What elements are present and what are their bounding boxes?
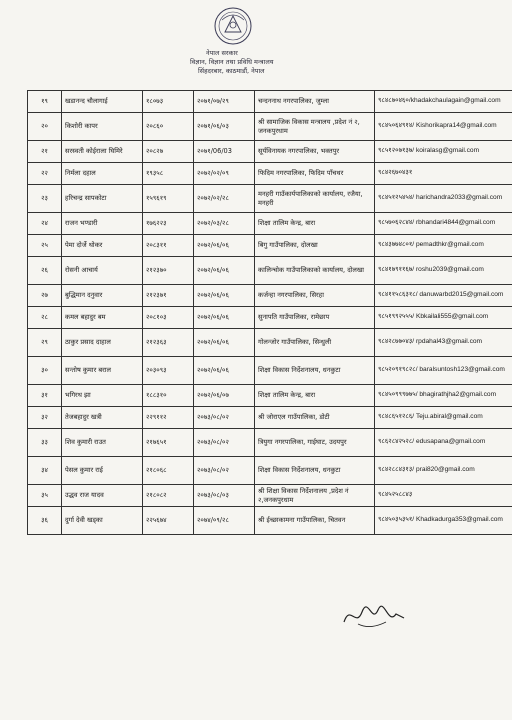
date-cell: २०७२/०६/०६ [194,357,255,385]
date-cell: २०७१/06/03 [194,141,255,163]
name-cell: हरिचन्द्र सापकोटा [62,185,143,213]
office-address-cell: श्री ईच्छाकामना गाउँपालिका, चितवन [255,507,375,535]
serial-number-cell: ३६ [28,507,62,535]
date-cell: २०७२/०२/०९ [194,163,255,185]
table-row [28,163,512,185]
office-address-cell: कालिन्चोक गाउँपालिकाको कार्यालय, दोलखा [255,257,375,285]
name-cell: उद्धव राज यादव [62,485,143,507]
seal-line-3: सिंहदरबार, काठमाडौं, नेपाल [198,67,265,75]
contact-cell: ९८४५०९९९७७५/ bhagirathjha2@gmail.com [375,385,512,407]
table-row [28,113,512,141]
contact-cell: ९८४११५८६३१८/ danuwarbd2015@gmail.com [375,285,512,307]
date-cell: २०७१/०६/०३ [194,113,255,141]
serial-number-cell: ३२ [28,407,62,429]
contact-cell: ९८५७०६२८४४/ rbhandari4844@gmail.com [375,213,512,235]
serial-number-cell: २३ [28,185,62,213]
serial-number-cell: ३४ [28,457,62,485]
office-address-cell: मनहरी गाउँकार्यपालिकाको कार्यालय, रजैया, मनहरी [255,185,375,213]
date-cell: २०७२/०६/०६ [194,235,255,257]
table-row [28,285,512,307]
table-row [28,485,512,507]
serial-number-cell: २१ [28,141,62,163]
records-table [27,90,512,535]
serial-number-cell: २० [28,113,62,141]
citizenship-number-cell: २०३०९३ [143,357,194,385]
records-body [28,91,512,535]
name-cell: बुद्धिमान दनुवार [62,285,143,307]
citizenship-number-cell: १८०७३ [143,91,194,113]
serial-number-cell: २८ [28,307,62,329]
serial-number-cell: १९ [28,91,62,113]
serial-number-cell: ३५ [28,485,62,507]
contact-cell: ९८४८६५१२८६/ Teju.abiral@gmail.com [375,407,512,429]
table-row [28,141,512,163]
contact-cell: ९८४५२५८८४३ [375,485,512,507]
office-address-cell: शिक्षा तालिम केन्द्र, बारा [255,213,375,235]
name-cell: भगिरथ झा [62,385,143,407]
serial-number-cell: ३१ [28,385,62,407]
table-row [28,235,512,257]
citizenship-number-cell: २१८०६८ [143,457,194,485]
date-cell: २०७३/०८/०३ [194,485,255,507]
name-cell: दुर्गा देवी खड्का [62,507,143,535]
office-address-cell: कर्जन्हा नगरपालिका, सिरहा [255,285,375,307]
name-cell: रोसनी आचार्य [62,257,143,285]
name-cell: राजन भण्डारी [62,213,143,235]
contact-cell: ९८५१९९२५५५/ Kbkailali555@gmail.com [375,307,512,329]
contact-cell: ९८६२८४२५२८/ edusapana@gmail.com [375,429,512,457]
serial-number-cell: २७ [28,285,62,307]
citizenship-number-cell: १८८३१० [143,385,194,407]
citizenship-number-cell: १९३५८ [143,163,194,185]
date-cell: २०७३/०८/०२ [194,429,255,457]
office-address-cell: श्री जोराएल गाउँपालिका, डोटी [255,407,375,429]
name-cell: पेमा दोर्जे थोकर [62,235,143,257]
contact-cell: ९८४८७०४६०/khadakchaulagain@gmail.com [375,91,512,113]
table-row [28,307,512,329]
office-address-cell: गोलन्जोर गाउँपालिका, सिन्धुली [255,329,375,357]
name-cell: तेजबहादुर खत्री [62,407,143,429]
serial-number-cell: २६ [28,257,62,285]
table-row [28,357,512,385]
citizenship-number-cell: २१८०८२ [143,485,194,507]
date-cell: २०७२/०६/०६ [194,329,255,357]
name-cell: पेसल कुमार राई [62,457,143,485]
citizenship-number-cell: २१२३७१ [143,285,194,307]
table-row [28,257,512,285]
contact-cell: ९८४५१२५४५४/ harichandra2033@gmail.com [375,185,512,213]
citizenship-number-cell: २१७६५१ [143,429,194,457]
office-address-cell: त्रियुगा नगरपालिका, गाईघाट, उदयपुर [255,429,375,457]
signature [340,594,410,634]
date-cell: २०७२/०२/२८ [194,185,255,213]
table-row [28,213,512,235]
office-address-cell: शिक्षा विकास निर्देशनालय, धनकुटा [255,457,375,485]
name-cell: कमल बहादुर बम [62,307,143,329]
citizenship-number-cell: २०८१०३ [143,307,194,329]
citizenship-number-cell: २१२३६३ [143,329,194,357]
name-cell: ठाकुर प्रसाद दाहाल [62,329,143,357]
table-row [28,385,512,407]
contact-cell: ९८४५०३५३५१/ Khadkadurga353@gmail.com [375,507,512,535]
office-address-cell: बिगु गाउँपालिका, दोलखा [255,235,375,257]
table-row [28,407,512,429]
contact-cell: ९८४२८७७०४३/ rpdahal43@gmail.com [375,329,512,357]
office-address-cell: शिक्षा तालिम केन्द्र, बारा [255,385,375,407]
citizenship-number-cell: २०८६० [143,113,194,141]
contact-cell: ९८४१७९११६७/ roshu2039@gmail.com [375,257,512,285]
table-row [28,457,512,485]
date-cell: २०७२/०६/०६ [194,307,255,329]
office-address-cell: सूर्यविनायक नगरपालिका, भक्तपुर [255,141,375,163]
table-row [28,429,512,457]
contact-cell: ९८५२०९१९८२८/ baralsuntosh123@gmail.com [375,357,512,385]
office-address-cell: फिदिम नगरपालिका, फिदिम पाँचथर [255,163,375,185]
citizenship-number-cell: २०८२७ [143,141,194,163]
citizenship-number-cell: १७६२२३ [143,213,194,235]
office-address-cell: श्री सामाजिक विकास मन्त्रालय ,प्रदेश नं २, जनकपुरधाम [255,113,375,141]
contact-cell: ९८५१२०७१३७/ koiralasg@gmail.com [375,141,512,163]
table-row [28,91,512,113]
office-address-cell: सुनापति गाउँपालिका, रामेछाप [255,307,375,329]
table-row [28,329,512,357]
contact-cell: ९८४३७७४८०१/ pemadthkr@gmail.com [375,235,512,257]
table-row [28,185,512,213]
citizenship-number-cell: २२९११२ [143,407,194,429]
serial-number-cell: २९ [28,329,62,357]
date-cell: २०७२/०६/०७ [194,385,255,407]
date-cell: २०७३/०८/०२ [194,457,255,485]
office-address-cell: शिक्षा विकास निर्देशनालय, धनकुटा [255,357,375,385]
serial-number-cell: ३० [28,357,62,385]
serial-number-cell: ३३ [28,429,62,457]
citizenship-number-cell: २०८३११ [143,235,194,257]
name-cell: निर्मला दहाल [62,163,143,185]
date-cell: २०७१/०७/२९ [194,91,255,113]
table-row [28,507,512,535]
date-cell: २०७२/०३/२८ [194,213,255,235]
contact-cell: ९८४२८८४३१३/ prai820@gmail.com [375,457,512,485]
serial-number-cell: २४ [28,213,62,235]
name-cell: खडानन्द चौलागाई [62,91,143,113]
name-cell: शिव कुमारी राउत [62,429,143,457]
date-cell: २०७२/०६/०६ [194,257,255,285]
office-address-cell: चन्दननाथ नगरपालिका, जुम्ला [255,91,375,113]
date-cell: २०७३/०८/०२ [194,407,255,429]
citizenship-number-cell: १५९६१९ [143,185,194,213]
serial-number-cell: २२ [28,163,62,185]
seal-line-1: नेपाल सरकार [206,49,238,57]
seal-line-2: विज्ञान, विज्ञान तथा प्रविधि मन्त्रालय [190,58,274,66]
citizenship-number-cell: २१२३७० [143,257,194,285]
date-cell: २०७४/०९/२८ [194,507,255,535]
office-address-cell: श्री शिक्षा विकास निर्देशनालय ,प्रदेश नं २,जनकपुरधाम [255,485,375,507]
name-cell: सन्तोष कुमार बराल [62,357,143,385]
contact-cell: ९८४२६७०४३१ [375,163,512,185]
serial-number-cell: २५ [28,235,62,257]
date-cell: २०७२/०६/०६ [194,285,255,307]
name-cell: सरस्वती कोईराला घिमिरे [62,141,143,163]
contact-cell: ९८४५०६४९१४/ Kishorikapra14@gmail.com [375,113,512,141]
name-cell: किशोरी कापर [62,113,143,141]
citizenship-number-cell: २२५६७४ [143,507,194,535]
